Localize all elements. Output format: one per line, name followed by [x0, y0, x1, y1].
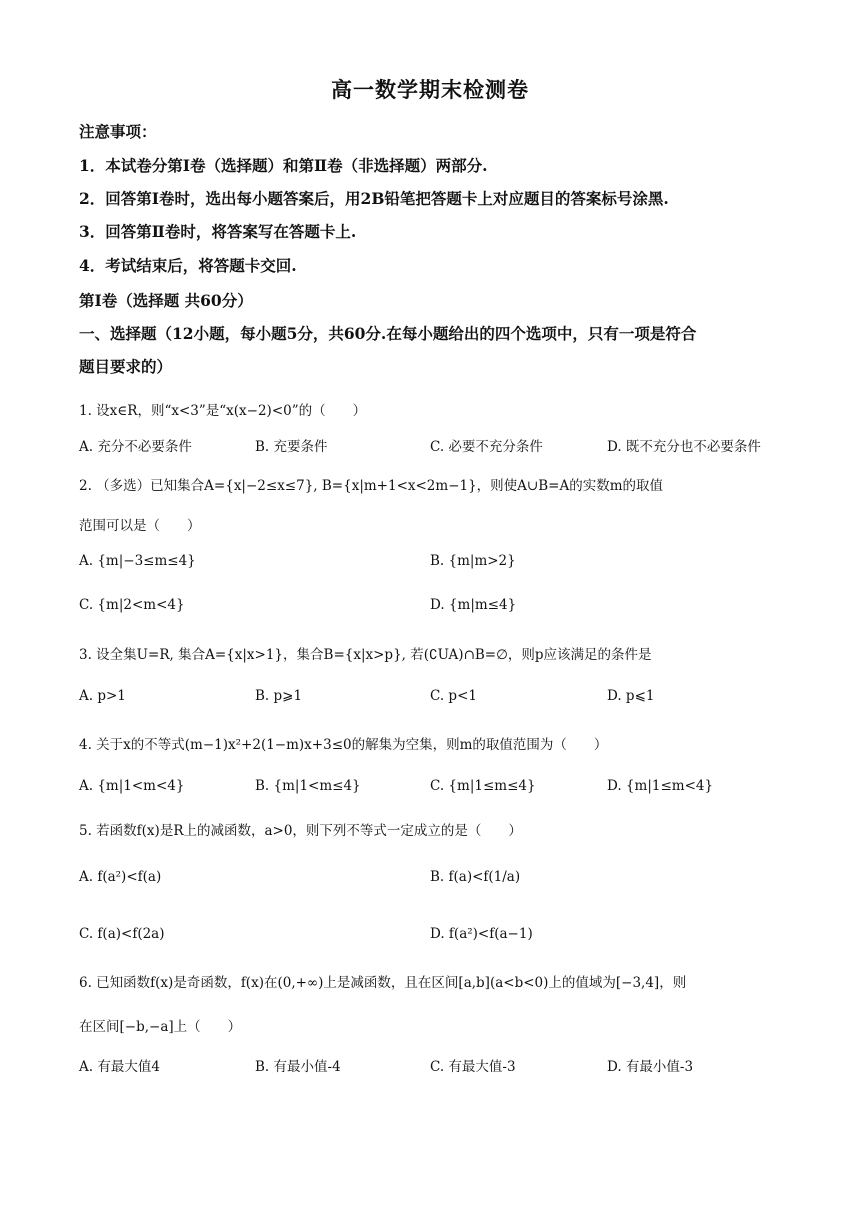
part1-heading: 第I卷（选择题 共60分） [79, 291, 253, 310]
notice-item-1: 1．本试卷分第Ⅰ卷（选择题）和第Ⅱ卷（非选择题）两部分. [79, 156, 488, 175]
q5-option-d: D. f(a²)<f(a−1) [430, 926, 533, 942]
q4-option-b: B. {m|1<m≤4} [255, 778, 361, 794]
q4-option-c: C. {m|1≤m≤4} [430, 778, 536, 794]
q1-option-b: B. 充要条件 [255, 439, 328, 455]
q6-option-d: D. 有最小值-3 [607, 1059, 694, 1075]
q2-option-a: A. {m|−3≤m≤4} [79, 553, 196, 569]
q3-stem: 3. 设全集U=R, 集合A={x|x>1}，集合B={x|x>p}, 若(∁UA)∩B=∅，则p应该满足的条件是 [79, 647, 652, 663]
q6-stem-line2: 在区间[−b,−a]上（ ） [79, 1019, 242, 1035]
q6-stem-line1: 6. 已知函数f(x)是奇函数，f(x)在(0,+∞)上是减函数，且在区间[a,b](a<b<0)上的值域为[−3,4]，则 [79, 975, 687, 991]
q3-option-c: C. p<1 [430, 688, 477, 704]
q1-option-c: C. 必要不充分条件 [430, 439, 543, 455]
q2-option-b: B. {m|m>2} [430, 553, 516, 569]
q3-option-b: B. p⩾1 [255, 688, 303, 704]
q4-option-a: A. {m|1<m<4} [79, 778, 185, 794]
notice-item-2: 2．回答第Ⅰ卷时，选出每小题答案后，用2B铅笔把答题卡上对应题目的答案标号涂黑. [79, 189, 669, 208]
q2-stem-line1: 2. （多选）已知集合A={x|−2≤x≤7}, B={x|m+1<x<2m−1}，则使A∪B=A的实数m的取值 [79, 478, 664, 494]
q6-option-c: C. 有最大值-3 [430, 1059, 516, 1075]
q2-option-d: D. {m|m≤4} [430, 597, 517, 613]
q1-stem: 1. 设x∈R，则“x<3”是“x(x−2)<0”的（ ） [79, 403, 367, 419]
q5-option-a: A. f(a²)<f(a) [79, 869, 162, 885]
notice-item-4: 4．考试结束后，将答题卡交回. [79, 256, 297, 275]
q1-option-d: D. 既不充分也不必要条件 [607, 439, 761, 455]
q2-stem-line2: 范围可以是（ ） [79, 518, 201, 534]
q4-stem: 4. 关于x的不等式(m−1)x²+2(1−m)x+3≤0的解集为空集，则m的取值范围为（ ） [79, 737, 608, 753]
page-title: 高一数学期末检测卷 [331, 77, 529, 102]
q2-option-c: C. {m|2<m<4} [79, 597, 185, 613]
q3-option-a: A. p>1 [79, 688, 126, 704]
section-heading-line2: 题目要求的） [79, 357, 173, 376]
section-heading-line1: 一、选择题（12小题，每小题5分，共60分.在每小题给出的四个选项中，只有一项是符合 [79, 324, 697, 343]
q5-option-c: C. f(a)<f(2a) [79, 926, 165, 942]
q6-option-b: B. 有最小值-4 [255, 1059, 341, 1075]
notice-item-3: 3．回答第Ⅱ卷时，将答案写在答题卡上. [79, 222, 357, 241]
q5-option-b: B. f(a)<f(1/a) [430, 869, 521, 885]
q3-option-d: D. p⩽1 [607, 688, 655, 704]
q5-stem: 5. 若函数f(x)是R上的减函数，a>0，则下列不等式一定成立的是（ ） [79, 823, 522, 839]
notice-heading: 注意事项： [79, 122, 157, 141]
q1-option-a: A. 充分不必要条件 [79, 439, 192, 455]
q6-option-a: A. 有最大值4 [79, 1059, 160, 1075]
q4-option-d: D. {m|1≤m<4} [607, 778, 714, 794]
